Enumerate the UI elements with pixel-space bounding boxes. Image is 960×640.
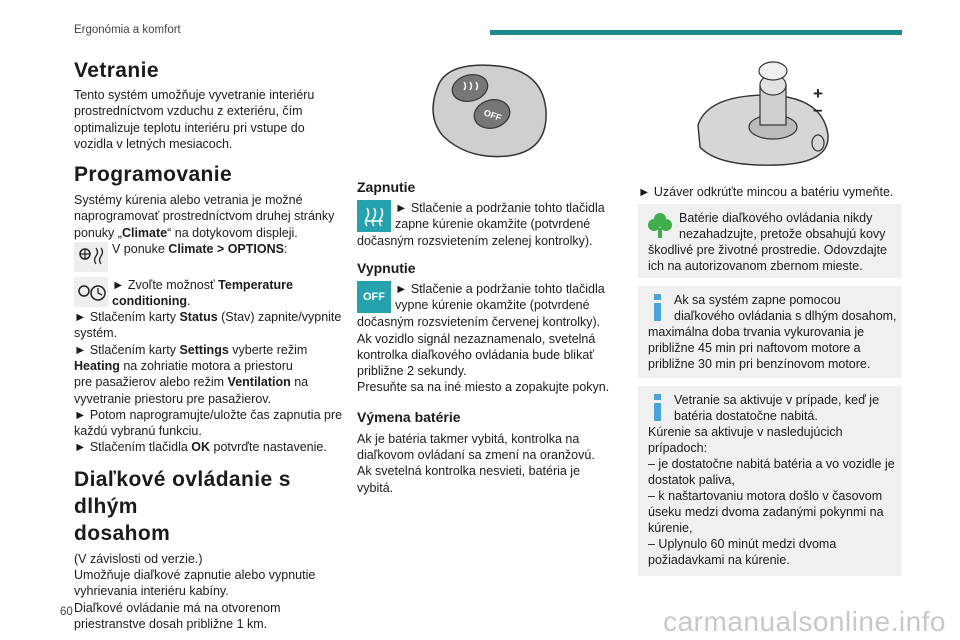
climate-menu-row xyxy=(74,241,344,273)
heading-remote: Diaľkové ovládanie s dlhým dosahom xyxy=(74,467,291,545)
line: približne 2 sekundy. xyxy=(357,364,467,379)
heater-on-icon xyxy=(357,200,391,232)
remote-control-illustration xyxy=(418,56,558,166)
eco-notice-box xyxy=(638,204,902,278)
battery-cover-illustration xyxy=(688,55,838,170)
heading-vetranie: Vetranie xyxy=(74,59,159,82)
line: vyvetranie priestoru pre pasažierov. xyxy=(74,391,272,406)
option-line: conditioning. xyxy=(112,294,191,309)
line: maximálna doba trvania vykurovania je xyxy=(648,325,865,339)
line: – je dostatočne nabitá batéria a vo vozidle je xyxy=(648,457,895,471)
info-notice-box-1 xyxy=(638,286,902,378)
line: nezahadzujte, pretože obsahujú kovy xyxy=(679,227,886,241)
line: dostatok paliva, xyxy=(648,473,735,487)
line: pre pasažierov alebo režim Ventilation na xyxy=(74,375,309,390)
line: dočasným rozsvietením zelenej kontrolky). xyxy=(357,234,593,248)
line: ► Stlačením tlačidla OK potvrďte nastavenie. xyxy=(74,440,327,455)
heading-vymena-baterie: Výmena batérie xyxy=(357,408,461,425)
info-icon xyxy=(650,292,666,322)
line: kúrenie, xyxy=(648,521,693,535)
battery-replace-line: ► Uzáver odkrúťte mincou a batériu vymeňte. xyxy=(638,185,894,199)
line: Ak sa systém zapne pomocou xyxy=(674,293,841,307)
line: kontrolka diaľkového ovládania bude blikať xyxy=(357,347,594,362)
line: Heating na zohriatie motora a priestoru xyxy=(74,358,293,373)
svg-text:OFF: OFF xyxy=(482,107,503,124)
line: prípadoch: xyxy=(648,441,708,455)
line: požiadavkami na kúrenie. xyxy=(648,553,790,567)
line: Ak vozidlo signál nezaznamenalo, svetelná xyxy=(357,331,596,346)
plus-symbol: + xyxy=(813,84,823,103)
heading-programovanie: Programovanie xyxy=(74,163,233,187)
info-icon xyxy=(650,392,666,422)
watermark: carmanualsonline.info xyxy=(663,606,946,637)
line: ponuky „Climate“ na dotykovom displeji. xyxy=(74,225,298,240)
line: diaľkovom ovládaní sa zmení na oranžovú. xyxy=(357,448,595,463)
minus-symbol: – xyxy=(813,100,823,119)
recycle-tree-icon xyxy=(646,210,674,240)
line: približne 45 min pri naftovom motore a xyxy=(648,341,861,355)
line: vyhrievania interiéru kabíny. xyxy=(74,584,229,599)
line: Presuňte sa na iné miesto a zopakujte pokyn. xyxy=(357,380,610,395)
line: vypne kúrenie okamžite (potvrdené xyxy=(395,298,590,313)
option-line: ► Zvoľte možnosť Temperature xyxy=(112,278,293,293)
line: vozidla v letných mesiacoch. xyxy=(74,136,233,151)
line: (V závislosti od verzie.) xyxy=(74,551,203,566)
heading-vypnutie: Vypnutie xyxy=(357,260,416,277)
fan-clock-icon xyxy=(74,277,108,307)
line: ► Stlačenie a podržanie tohto tlačidla xyxy=(395,201,605,215)
heater-off-icon: OFF xyxy=(357,281,391,313)
column-middle xyxy=(357,178,617,496)
line: Vetranie sa aktivuje v prípade, keď je xyxy=(674,393,880,407)
column-left xyxy=(74,58,344,632)
heading-zapnutie: Zapnutie xyxy=(357,179,416,195)
line: systém. xyxy=(74,326,118,341)
line: Systémy kúrenia alebo vetrania je možné xyxy=(74,193,303,208)
line: Diaľkové ovládanie má na otvorenom xyxy=(74,600,281,615)
line: Ak svetelná kontrolka nesvieti, batéria je vybitá. xyxy=(357,464,581,495)
line: – Uplynulo 60 minút medzi dvoma xyxy=(648,537,837,551)
line: prostredníctvom vzduchu z exteriéru, čím xyxy=(74,104,303,119)
line: naprogramovať prostredníctvom druhej stránky xyxy=(74,209,335,224)
line: ich na autorizovanom zbernom mieste. xyxy=(648,259,863,273)
line: ► Stlačením karty Settings vyberte režim xyxy=(74,342,308,357)
line: úseku medzi dvoma zadanými pokynmi na xyxy=(648,505,884,519)
line: dočasným rozsvietením červenej kontrolky). xyxy=(357,315,601,330)
line: Umožňuje diaľkové zapnutie alebo vypnutie xyxy=(74,568,316,583)
line: Ak je batéria takmer vybitá, kontrolka na xyxy=(357,431,580,446)
fan-heat-icon xyxy=(74,242,108,272)
line: každú vybranú funkciu. xyxy=(74,424,202,439)
page-number: 60 xyxy=(60,606,73,618)
line: batéria dostatočne nabitá. xyxy=(674,409,818,423)
line: zapne kúrenie okamžite (potvrdené xyxy=(395,217,591,231)
menu-line: V ponuke Climate > OPTIONS: xyxy=(112,242,288,257)
line: optimalizuje teplotu interiéru pri vstupe do xyxy=(74,120,305,135)
line: približne 30 min pri benzínovom motore. xyxy=(648,357,871,371)
line: ► Potom naprogramujte/uložte čas zapnutia pre xyxy=(74,407,343,422)
line: Tento systém umožňuje vyvetranie interiéru xyxy=(74,88,315,102)
line: ► Stlačením karty Status (Stav) zapnite/vypnite xyxy=(74,310,342,325)
line: Kúrenie sa aktivuje v nasledujúcich xyxy=(648,425,843,439)
temp-cond-row xyxy=(74,275,344,309)
line: – k naštartovaniu motora došlo v časovom xyxy=(648,489,883,503)
line: diaľkového ovládania s dlhým dosahom, xyxy=(674,309,897,323)
line: Batérie diaľkového ovládania nikdy xyxy=(679,211,873,225)
line: priestranstve dosah približne 1 km. xyxy=(74,616,268,631)
line: škodlivé pre životné prostredie. Odovzdajte xyxy=(648,243,888,257)
header-accent-bar xyxy=(490,30,902,35)
line: ► Stlačenie a podržanie tohto tlačidla xyxy=(395,282,605,297)
info-notice-box-2 xyxy=(638,386,902,576)
section-title: Ergonómia a komfort xyxy=(74,24,181,36)
